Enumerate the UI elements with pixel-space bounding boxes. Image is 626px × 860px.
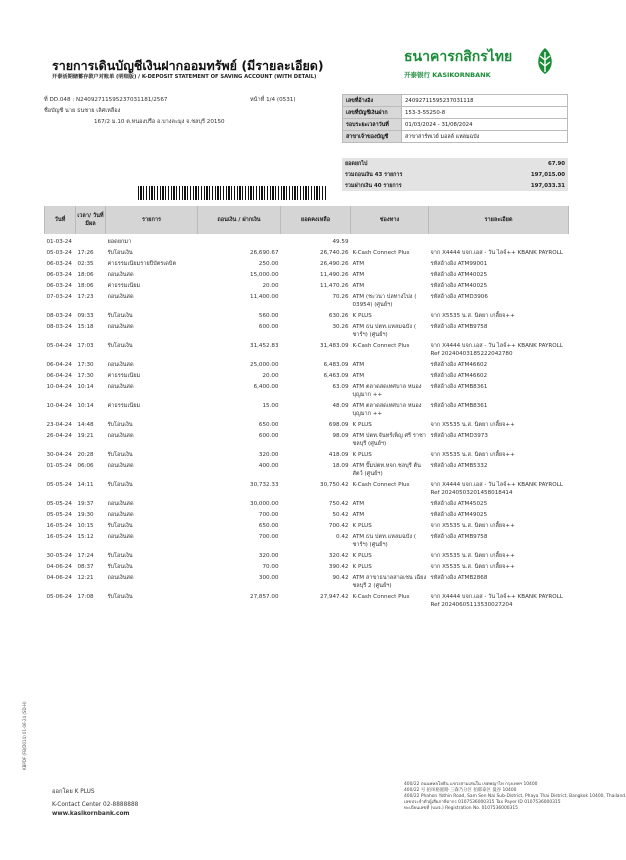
table-row <box>45 563 569 571</box>
cell-date: 05-03-24 <box>46 250 72 256</box>
cell-balance: 27,947.42 <box>320 594 349 600</box>
cell-detail <box>429 238 569 246</box>
cell-detail: รหัสอ้างอิง ATMB5332 <box>430 463 488 469</box>
cell-balance: 6,463.09 <box>323 373 349 379</box>
cell-time: 06:06 <box>77 463 94 469</box>
cell-channel: ATM (ชะวนา ปลทางไปง ( 03954) (ศูนย์ฯ) <box>352 294 417 308</box>
cell-time: 17:08 <box>77 594 94 600</box>
cell-channel: K PLUS <box>352 452 372 458</box>
table-row <box>45 361 569 369</box>
cell-detail: รหัสอ้างอิง ATMB9758 <box>430 324 488 330</box>
cell-balance: 418.09 <box>328 452 349 458</box>
cell-channel: K PLUS <box>352 313 372 319</box>
cell-date: 30-05-24 <box>46 553 72 559</box>
cell-description: รับโอนเงิน <box>107 343 133 349</box>
cell-date: 05-06-24 <box>46 594 72 600</box>
cell-channel: ATM <box>352 501 365 507</box>
cell-detail: รหัสอ้างอิง ATMB9758 <box>430 534 488 540</box>
total-deposit-value: 197,033.31 <box>480 180 568 191</box>
table-row <box>45 451 569 459</box>
cell-time: 19:37 <box>77 501 94 507</box>
cell-channel: K-Cash Connect Plus <box>352 482 410 488</box>
cell-balance: 6,483.09 <box>323 362 349 368</box>
contact-center: K-Contact Center 02-8888888 <box>52 802 139 808</box>
cell-balance: 320.42 <box>328 553 349 559</box>
cell-description: รับโอนเงิน <box>107 313 133 319</box>
cell-amount: 25,000.00 <box>250 362 279 368</box>
cell-detail: จาก X5535 น.ส. นิตยา เกลี้ยจ++ <box>430 452 515 458</box>
cell-date: 01-05-24 <box>46 463 72 469</box>
info-row <box>343 95 568 107</box>
cell-description: ค่าธรรมเนียม <box>107 403 141 409</box>
cell-balance: 49.59 <box>332 239 349 245</box>
cell-description: ถอนเงินสด <box>107 512 134 518</box>
cell-balance: 698.09 <box>328 422 349 428</box>
cell-description: ค่าธรรมเนียม <box>107 373 141 379</box>
cell-time: 15:18 <box>77 324 94 330</box>
cell-amount: 30,000.00 <box>250 501 279 507</box>
cell-detail: รหัสอ้างอิง ATMD3906 <box>430 294 488 300</box>
cell-time: 14:11 <box>77 482 94 488</box>
page-number: หน้าที่ 1/4 (0531) <box>250 97 296 103</box>
cell-amount: 700.00 <box>258 534 279 540</box>
cell-channel: K-Cash Connect Plus <box>352 343 410 349</box>
transaction-table <box>44 206 569 612</box>
cell-date: 06-04-24 <box>46 373 72 379</box>
cell-time: 19:30 <box>77 512 94 518</box>
cell-balance: 390.42 <box>328 564 349 570</box>
table-row <box>45 593 569 609</box>
cell-channel: ATM <box>352 272 365 278</box>
cell-channel: ATM ปตท.จันทร์เพ็ญ ศรี ราชา ชลบุรี (ศูนย์ฯ) <box>352 433 426 447</box>
side-form-code <box>22 690 30 770</box>
barcode <box>138 186 326 200</box>
cell-detail: รหัสอ้างอิง ATM40025 <box>430 283 488 289</box>
cell-balance: 98.09 <box>332 433 349 439</box>
cell-amount: 26,690.67 <box>250 250 279 256</box>
cell-detail: จาก X5535 น.ส. นิตยา เกลี้ยจ++ <box>430 523 515 529</box>
cell-date: 23-04-24 <box>46 422 72 428</box>
cell-description: ถอนเงินสด <box>107 463 134 469</box>
cell-detail: รหัสอ้างอิง ATMB8361 <box>430 403 488 409</box>
info-value: 153-3-55250-8 <box>402 107 568 119</box>
cell-date: 04-06-24 <box>46 575 72 581</box>
cell-channel: ATM ธน ปตท.แหลมฉบัง ( ชาร์ฯ) (ศูนย์ฯ) <box>352 324 417 338</box>
cell-balance: 31,483.09 <box>320 343 349 349</box>
cell-detail: จาก X5535 น.ส. นิตยา เกลี้ยจ++ <box>430 553 515 559</box>
website-link[interactable]: www.kasikornbank.com <box>52 811 130 817</box>
cell-date: 05-05-24 <box>46 501 72 507</box>
cell-channel: ATM ธน ปตท.แหลมฉบัง ( ชาร์ฯ) (ศูนย์ฯ) <box>352 534 417 548</box>
table-header-row <box>45 206 569 234</box>
cell-amount: 20.00 <box>262 373 279 379</box>
cell-amount: 31,452.83 <box>250 343 279 349</box>
table-row <box>45 500 569 508</box>
header-description: รายการ <box>106 206 198 234</box>
cell-description: รับโอนเงิน <box>107 564 133 570</box>
account-holder-address: 167/2 ม.10 ต.หนองปรือ อ.บางละมุง จ.ชลบุรี 20150 <box>94 119 225 125</box>
cell-date: 08-03-24 <box>46 313 72 319</box>
cell-date: 04-06-24 <box>46 564 72 570</box>
cell-detail: รหัสอ้างอิง ATM99001 <box>430 261 488 267</box>
cell-balance: 63.09 <box>332 384 349 390</box>
cell-amount: 400.00 <box>258 463 279 469</box>
cell-description: ถอนเงินสด <box>107 294 134 300</box>
cell-amount: 20.00 <box>262 283 279 289</box>
table-row <box>45 312 569 320</box>
address-line: 400/22 Phahon Yothin Road, Sam Sen Nai Sub-District, Phaya Thai District, Bangkok 10400, Thailand. <box>404 794 626 799</box>
cell-amount: 320.00 <box>258 553 279 559</box>
cell-time: 10:15 <box>77 523 94 529</box>
table-row <box>45 282 569 290</box>
address-line: ทะเบียนเลขที่ (บมจ.) Registration No. 0107536000315 <box>404 806 518 811</box>
cell-description: รับโอนเงิน <box>107 594 133 600</box>
cell-description: รับโอนเงิน <box>107 250 133 256</box>
table-row <box>45 574 569 590</box>
document-reference: ที่ DD.048 : N24092711595237031181/2567 <box>44 97 168 103</box>
cell-channel: ATM <box>352 283 365 289</box>
cell-date: 10-04-24 <box>46 384 72 390</box>
cell-date: 06-04-24 <box>46 362 72 368</box>
info-row <box>343 131 568 143</box>
cell-amount: 250.00 <box>258 261 279 267</box>
cell-amount: 30,732.33 <box>250 482 279 488</box>
cell-balance: 26,740.26 <box>320 250 349 256</box>
transaction-rows <box>45 234 569 612</box>
cell-description: รับโอนเงิน <box>107 482 133 488</box>
header-detail: รายละเอียด <box>429 206 569 234</box>
cell-time: 09:33 <box>77 313 94 319</box>
cell-balance: 0.42 <box>336 534 349 540</box>
cell-date: 01-03-24 <box>46 239 72 245</box>
cell-time: 14:48 <box>77 422 94 428</box>
cell-detail: จาก X5535 น.ส. นิตยา เกลี้ยจ++ <box>430 422 515 428</box>
cell-detail: จาก X5535 น.ส. นิตยา เกลี้ยจ++ <box>430 564 515 570</box>
cell-balance: 700.42 <box>328 523 349 529</box>
cell-description: ถอนเงินสด <box>107 362 134 368</box>
cell-time: 17:30 <box>77 373 94 379</box>
cell-description: ยอดยกมา <box>107 239 132 245</box>
cell-balance: 11,490.26 <box>320 272 349 278</box>
info-label: สาขาเจ้าของบัญชี <box>343 131 402 143</box>
cell-date: 05-05-24 <box>46 512 72 518</box>
cell-description: ค่าธรรมเนียม <box>107 283 141 289</box>
table-row <box>45 260 569 268</box>
cell-detail: รหัสอ้างอิง ATMD3973 <box>430 433 488 439</box>
cell-amount: 600.00 <box>258 324 279 330</box>
cell-time: 17:30 <box>77 362 94 368</box>
table-row <box>45 383 569 399</box>
table-row <box>45 238 569 246</box>
account-holder-name: ชื่อบัญชี นาย ธนชาย เลิศเหลือง <box>44 108 121 114</box>
cell-description: รับโอนเงิน <box>107 452 133 458</box>
issued-by: ออกโดย K PLUS <box>52 789 95 795</box>
cell-amount: 15,000.00 <box>250 272 279 278</box>
cell-description: ถอนเงินสด <box>107 324 134 330</box>
kbank-leaf-icon <box>532 46 558 76</box>
table-row <box>45 323 569 339</box>
cell-time: 17:23 <box>77 294 94 300</box>
header-date: วันที่ <box>45 206 76 234</box>
cell-description: ถอนเงินสด <box>107 433 134 439</box>
cell-channel: K PLUS <box>352 422 372 428</box>
carry-value: 67.90 <box>480 158 568 169</box>
cell-amount: 300.00 <box>258 575 279 581</box>
cell-description: ถอนเงินสด <box>107 575 134 581</box>
carry-label: ยอดยกไป <box>342 158 480 169</box>
address-line: เลขประจำตัวผู้เสียภาษีอากร 0107536000315 Tax Payer ID 0107536000315 <box>404 800 561 805</box>
cell-channel: ATM <box>352 261 365 267</box>
bank-logo <box>404 46 554 86</box>
cell-channel: K PLUS <box>352 564 372 570</box>
cell-date: 10-04-24 <box>46 403 72 409</box>
cell-amount: 6,400.00 <box>253 384 279 390</box>
cell-date: 07-03-24 <box>46 294 72 300</box>
cell-detail: รหัสอ้างอิง ATM46602 <box>430 373 488 379</box>
cell-channel: ATM <box>352 512 365 518</box>
cell-amount: 650.00 <box>258 422 279 428</box>
table-row <box>45 481 569 497</box>
cell-date: 06-03-24 <box>46 261 72 267</box>
total-withdrawal-value: 197,015.00 <box>480 169 568 180</box>
cell-description: ถอนเงินสด <box>107 501 134 507</box>
cell-channel: ATM สาขาธนาลสาอเชน เฉียง ชลบุรี 2 (ศูนย์ฯ) <box>352 575 427 589</box>
cell-balance: 26,490.26 <box>320 261 349 267</box>
cell-balance: 18.09 <box>332 463 349 469</box>
cell-balance: 630.26 <box>328 313 349 319</box>
cell-time <box>76 238 106 246</box>
cell-amount: 11,400.00 <box>250 294 279 300</box>
cell-channel <box>351 238 429 246</box>
summary-row-total-deposit <box>342 180 568 191</box>
cell-date: 05-05-24 <box>46 482 72 488</box>
cell-channel: ATM <box>352 373 365 379</box>
cell-time: 10:14 <box>77 403 94 409</box>
cell-time: 10:14 <box>77 384 94 390</box>
cell-description: ค่าธรรมเนียมรายปีบัตรเดบิต <box>107 261 177 267</box>
cell-date: 06-03-24 <box>46 283 72 289</box>
cell-detail: จาก X4444 บจก.เอส - วัน ไลจ์++ KBANK PAYROLL Ref 20240403185222042780 <box>430 343 563 357</box>
cell-description: รับโอนเงิน <box>107 553 133 559</box>
cell-time: 18:06 <box>77 283 94 289</box>
cell-time: 17:24 <box>77 553 94 559</box>
cell-detail: รหัสอ้างอิง ATM46602 <box>430 362 488 368</box>
cell-channel: K PLUS <box>352 553 372 559</box>
cell-date: 30-04-24 <box>46 452 72 458</box>
cell-balance: 90.42 <box>332 575 349 581</box>
cell-detail: รหัสอ้างอิง ATM45025 <box>430 501 488 507</box>
cell-amount: 70.00 <box>262 564 279 570</box>
info-value: 24092711595237031118 <box>402 95 568 107</box>
cell-balance: 30,750.42 <box>320 482 349 488</box>
cell-channel: ATM ปั๊มปตท.หจก.ชลบุรี ต้นสัตว์ (ศูนย์ฯ) <box>352 463 421 477</box>
table-row <box>45 432 569 448</box>
cell-time: 12:21 <box>77 575 94 581</box>
cell-description: ถอนเงินสด <box>107 384 134 390</box>
cell-channel: ATM ตลาดสดเทศบาล หนองบุญมาก ++ <box>352 403 422 417</box>
cell-description: รับโอนเงิน <box>107 422 133 428</box>
cell-channel: K-Cash Connect Plus <box>352 250 410 256</box>
account-info-table <box>342 94 568 143</box>
table-row <box>45 293 569 309</box>
cell-time: 17:26 <box>77 250 94 256</box>
total-withdrawal-label: รวมถอนเงิน 43 รายการ <box>342 169 480 180</box>
table-row <box>45 522 569 530</box>
info-label: เลขที่บัญชีเงินฝาก <box>343 107 402 119</box>
cell-balance: 11,470.26 <box>320 283 349 289</box>
cell-detail: รหัสอ้างอิง ATMB8361 <box>430 384 488 390</box>
cell-time: 08:37 <box>77 564 94 570</box>
bank-address-block <box>404 782 626 812</box>
summary-row-total-withdrawal <box>342 169 568 180</box>
cell-date: 16-05-24 <box>46 534 72 540</box>
info-label: รอบระยะเวลาวันที่ <box>343 119 402 131</box>
cell-balance: 30.26 <box>332 324 349 330</box>
cell-detail: จาก X5535 น.ส. นิตยา เกลี้ยจ++ <box>430 313 515 319</box>
cell-detail: จาก X4444 บจก.เอส - วัน ไลจ์++ KBANK PAYROLL <box>430 250 563 256</box>
cell-date: 05-04-24 <box>46 343 72 349</box>
cell-balance: 750.42 <box>328 501 349 507</box>
table-row <box>45 511 569 519</box>
header-channel: ช่องทาง <box>351 206 429 234</box>
table-row <box>45 462 569 478</box>
info-value: 01/03/2024 - 31/08/2024 <box>402 119 568 131</box>
cell-time: 02:35 <box>77 261 94 267</box>
cell-date: 08-03-24 <box>46 324 72 330</box>
cell-time: 17:03 <box>77 343 94 349</box>
cell-channel: ATM ตลาดสดเทศบาล หนองบุญมาก ++ <box>352 384 422 398</box>
cell-channel: K PLUS <box>352 523 372 529</box>
cell-balance: 48.09 <box>332 403 349 409</box>
table-row <box>45 421 569 429</box>
table-row <box>45 249 569 257</box>
header-time: เวลา/ วันที่มีผล <box>76 206 106 234</box>
cell-amount: 560.00 <box>258 313 279 319</box>
statement-title: รายการเดินบัญชีเงินฝากออมทรัพย์ (มีรายละเอียด) <box>52 58 324 73</box>
cell-amount: 27,857.00 <box>250 594 279 600</box>
total-deposit-label: รวมฝากเงิน 40 รายการ <box>342 180 480 191</box>
cell-detail: จาก X4444 บจก.เอส - วัน ไลจ์++ KBANK PAYROLL Ref 20240503201458018414 <box>430 482 563 496</box>
cell-description: ถอนเงินสด <box>107 534 134 540</box>
cell-amount: 600.00 <box>258 433 279 439</box>
header-balance: ยอดคงเหลือ <box>281 206 351 234</box>
statement-subtitle: 开泰活期储蓄存款户对账单 (明细版) / K-DEPOSIT STATEMENT OF SAVING ACCOUNT (WITH DETAIL) <box>52 74 317 80</box>
table-row <box>45 552 569 560</box>
summary-table <box>342 158 568 191</box>
address-line: 400/22 ถนนพหลโยธิน แขวงสามเสนใน เขตพญาไท กรุงเทพฯ 10400 <box>404 782 538 787</box>
table-spacer <box>45 609 569 612</box>
cell-channel: K-Cash Connect Plus <box>352 594 410 600</box>
summary-row-carry <box>342 158 568 169</box>
cell-detail: รหัสอ้างอิง ATMB2868 <box>430 575 488 581</box>
cell-date: 16-05-24 <box>46 523 72 529</box>
cell-amount: 15.00 <box>262 403 279 409</box>
table-row <box>45 402 569 418</box>
table-row <box>45 533 569 549</box>
cell-date: 26-04-24 <box>46 433 72 439</box>
cell-amount: 700.00 <box>258 512 279 518</box>
info-value: สาขาสาร์ทเวย์ มอลล์ แหลมฉบัง <box>402 131 568 143</box>
cell-detail: รหัสอ้างอิง ATM49025 <box>430 512 488 518</box>
cell-time: 19:21 <box>77 433 94 439</box>
cell-amount: 320.00 <box>258 452 279 458</box>
info-row <box>343 119 568 131</box>
table-row <box>45 372 569 380</box>
info-label: เลขที่อ้างอิง <box>343 95 402 107</box>
cell-detail: จาก X4444 บจก.เอส - วัน ไลจ์++ KBANK PAYROLL Ref 20240605113530027204 <box>430 594 563 608</box>
cell-detail: รหัสอ้างอิง ATM40025 <box>430 272 488 278</box>
cell-amount <box>198 238 281 246</box>
cell-description: ถอนเงินสด <box>107 272 134 278</box>
cell-time: 18:06 <box>77 272 94 278</box>
cell-description: รับโอนเงิน <box>107 523 133 529</box>
address-line: 400/22 号 拍凤裕庭路 三森乃分区 拍耶泰区 曼谷 10400 <box>404 788 517 793</box>
bank-name-thai: ธนาคารกสิกรไทย <box>404 49 513 65</box>
bank-name-english: 开泰银行 KASIKORNBANK <box>404 71 491 79</box>
cell-balance: 70.26 <box>332 294 349 300</box>
side-form-code-text: KBPDF (FB/D014) 01-06-24 (SD-H) <box>22 701 27 770</box>
cell-channel: ATM <box>352 362 365 368</box>
info-row <box>343 107 568 119</box>
cell-date: 06-03-24 <box>46 272 72 278</box>
table-row <box>45 271 569 279</box>
header-amount: ถอนเงิน / ฝากเงิน <box>198 206 281 234</box>
cell-time: 20:28 <box>77 452 94 458</box>
cell-amount: 650.00 <box>258 523 279 529</box>
cell-time: 15:12 <box>77 534 94 540</box>
cell-balance: 50.42 <box>332 512 349 518</box>
table-row <box>45 342 569 358</box>
